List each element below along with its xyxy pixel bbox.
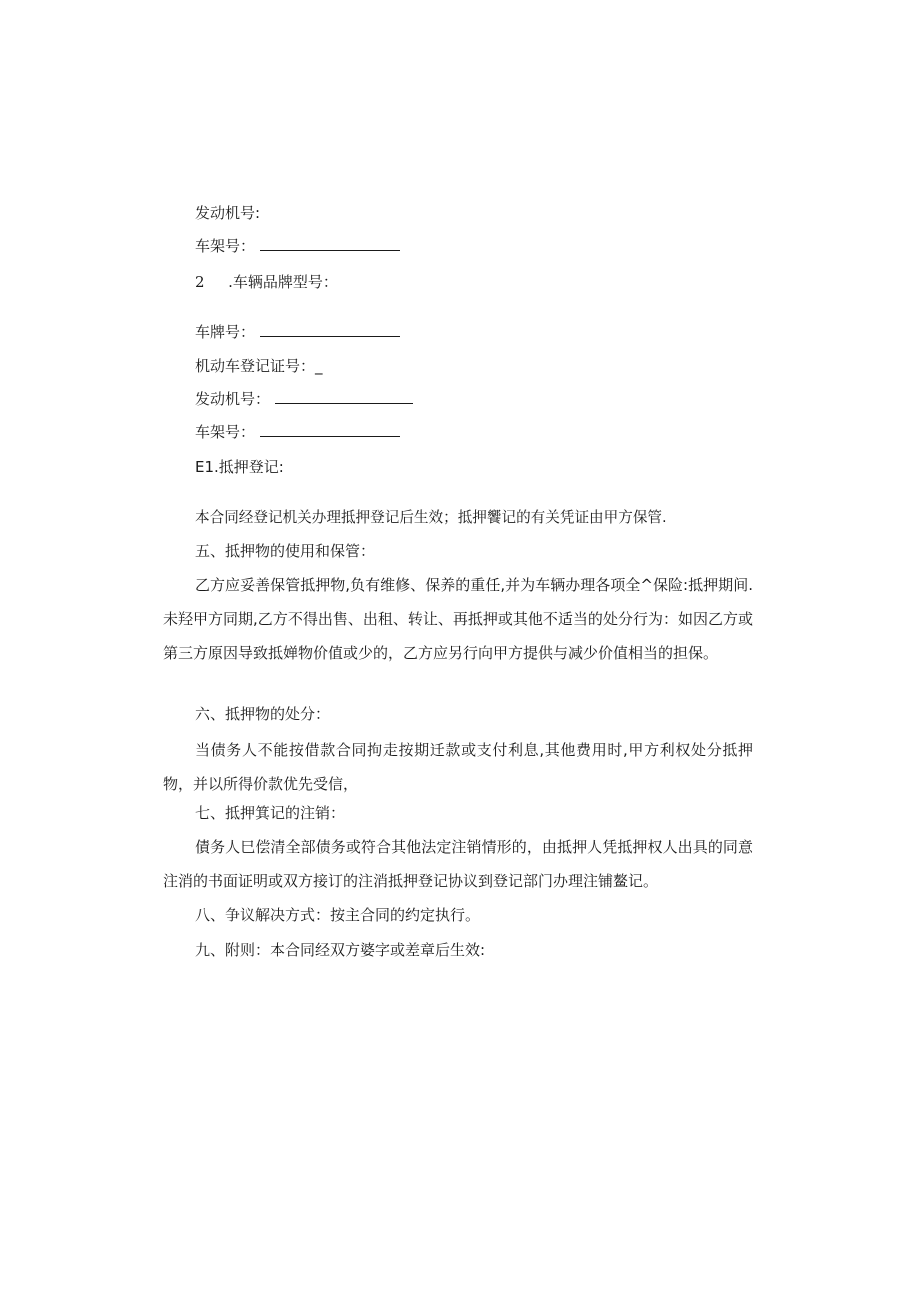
- section-use-title: [195, 541, 375, 561]
- section-cancel-title-text: 七、抵押箕记的注销：: [195, 804, 346, 822]
- vehicle1-engine-row: [195, 203, 260, 223]
- vehicle2-registration-row: [195, 356, 323, 376]
- vehicle1-frame-label: 车架号：: [195, 237, 256, 255]
- section-dispute: [195, 905, 480, 925]
- vehicle1-frame-row: [195, 236, 400, 256]
- section-disposal-body: 当债务人不能按借款合同拘走按期迁款或支付利息,其他费用时,甲方利权处分抵押物，并以所得价款优先受信，: [163, 741, 753, 793]
- vehicle2-index: 2: [195, 273, 205, 291]
- section-use-body: 乙方应妥善保管抵押物,负有维修、保养的重任,并为车辆办理各项全^保险:抵押期间.未羟甲方同期,乙方不得出售、出租、转让、再抵押或其他不适当的处分行为：如因乙方或第三方原因导致抵婵物价值或少的，乙方应另行向甲方提供与减少价值相当的担保。: [163, 576, 753, 662]
- vehicle2-engine-row: [195, 389, 413, 409]
- vehicle2-engine-blank: [275, 389, 413, 404]
- vehicle2-engine-label: 发动机号：: [195, 390, 271, 408]
- vehicle2-plate-row: [195, 322, 400, 342]
- vehicle2-frame-blank: [260, 422, 400, 437]
- section-dispute-text: 八、争议解决方式：按主合同的约定执行。: [195, 906, 481, 924]
- vehicle2-plate-label: 车牌号：: [195, 323, 256, 341]
- section-cancel-body: 債务人巳偿清全部债务或符合其他法定注销情形的，由抵押人凭抵押权人出具的同意注消的书面证明或双方接订的注消抵押登记协议到登记部门办理注铺鳌记。: [163, 838, 753, 890]
- vehicle2-frame-label: 车架号：: [195, 423, 256, 441]
- vehicle2-frame-row: [195, 422, 400, 442]
- vehicle2-registration-label: 机动车登记证号：_: [195, 357, 323, 375]
- vehicle2-brand-row: [195, 272, 338, 292]
- vehicle2-brand-label: .车辆品牌型号：: [228, 273, 338, 291]
- section-disposal-title-text: 六、抵押物的处分：: [195, 705, 331, 723]
- vehicle1-frame-blank: [260, 236, 400, 251]
- section-use-title-text: 五、抵押物的使用和保管：: [195, 542, 376, 560]
- section-supplementary-text: 九、附则：本合同经双方婆字或差章后生效:: [195, 941, 486, 959]
- vehicle1-engine-label: 发动机号:: [195, 204, 261, 222]
- vehicle2-plate-blank: [260, 322, 400, 337]
- section-disposal-title: [195, 704, 330, 724]
- section-cancel-title: [195, 803, 345, 823]
- section-supplementary: [195, 940, 485, 960]
- section-registration-body: [195, 508, 667, 528]
- section-registration-title-text: E1.抵押登记:: [195, 458, 284, 476]
- section-registration-title: [195, 457, 284, 477]
- section-registration-body-text: 本合同经登记机关办理抵押登记后生效；抵押饗记的有关凭证由甲方保管.: [195, 509, 667, 526]
